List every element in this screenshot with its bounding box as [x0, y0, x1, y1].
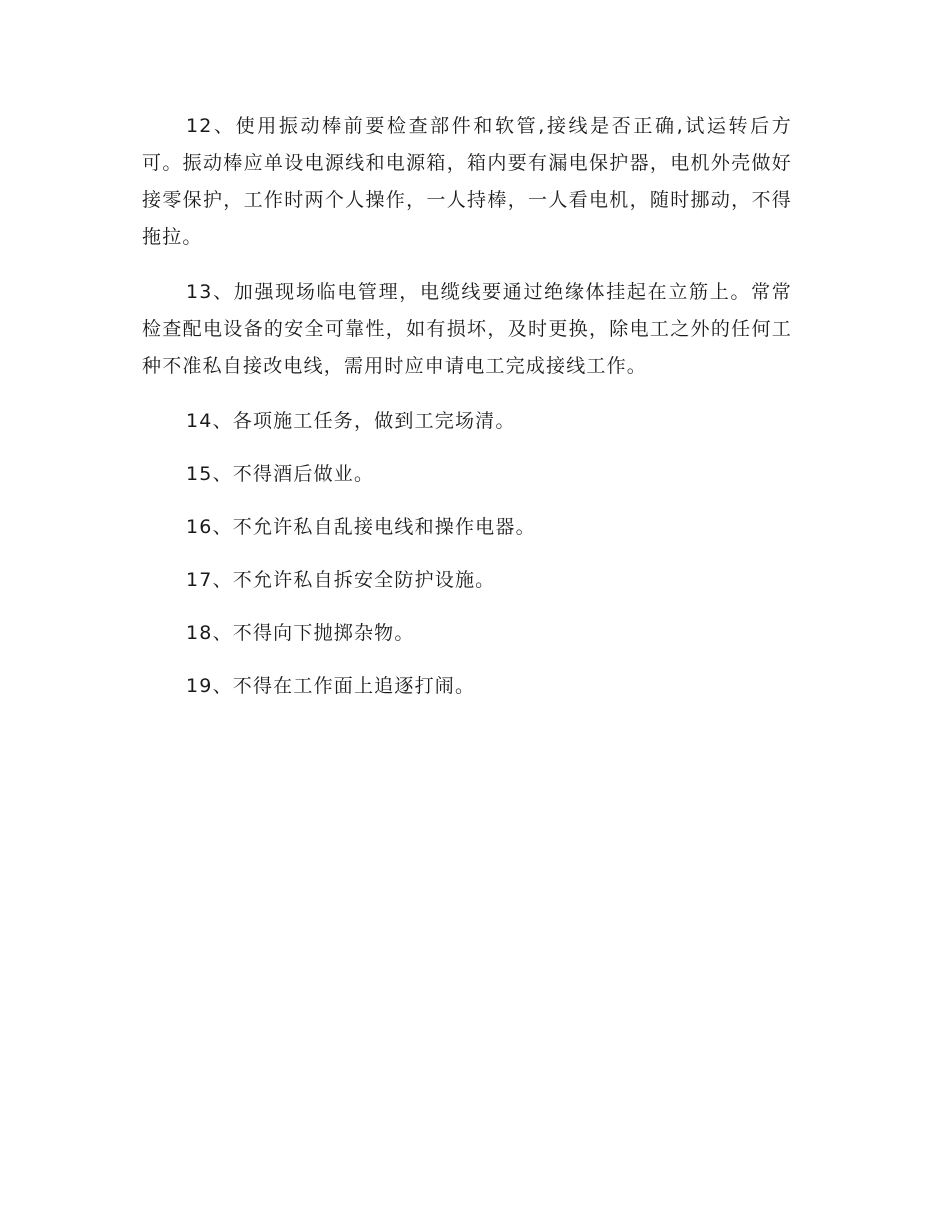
paragraph-18: 18、不得向下抛掷杂物。	[186, 622, 415, 644]
paragraph-19: 19、不得在工作面上追逐打闹。	[186, 675, 476, 697]
paragraph-16: 16、不允许私自乱接电线和操作电器。	[186, 516, 536, 538]
paragraph-13: 13、加强现场临电管理，电缆线要通过绝缘体挂起在立筋上。常常检查配电设备的安全可靠性，如有损坏，及时更换，除电工之外的任何工种不准私自接改电线，需用时应申请电工完成接线工作。	[142, 281, 792, 377]
paragraph-14: 14、各项施工任务，做到工完场清。	[186, 410, 516, 432]
paragraph-12: 12、使用振动棒前要检查部件和软管,接线是否正确,试运转后方可。振动棒应单设电源线和电源箱，箱内要有漏电保护器，电机外壳做好接零保护，工作时两个人操作，一人持棒，一人看电机，随时挪动，不得拖拉。	[142, 115, 792, 248]
paragraph-15: 15、不得酒后做业。	[186, 463, 375, 485]
paragraph-17: 17、不允许私自拆安全防护设施。	[186, 569, 496, 591]
document-body	[142, 108, 792, 721]
